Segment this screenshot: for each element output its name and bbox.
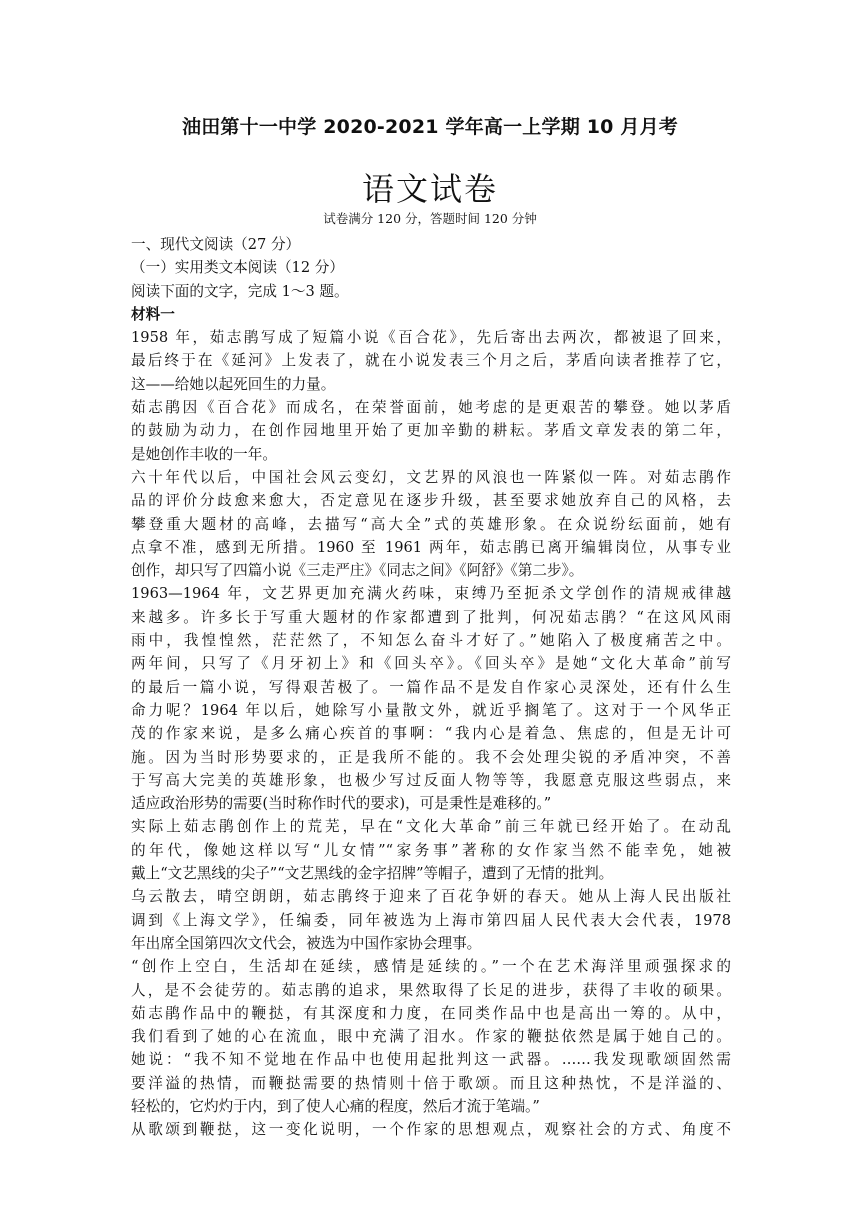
- passage-line: 适应政治形势的需要(当时称作时代的要求)，可是秉性是难移的。”: [131, 795, 552, 813]
- passage-line: 是她创作丰收的一年。: [131, 445, 277, 463]
- passage-line: 要洋溢的热情，而鞭挞需要的热情则十倍于歌颂。而且这种热忱，不是洋溢的、: [131, 1074, 731, 1092]
- passage-line: 最后终于在《延河》上发表了，就在小说发表三个月之后，茅盾向读者推荐了它，: [131, 352, 731, 370]
- passage-line: 1963—1964 年，文艺界更加充满火药味，束缚乃至扼杀文学创作的清规戒律越: [131, 585, 731, 603]
- passage-line: 这——给她以起死回生的力量。: [131, 375, 336, 393]
- passage-line: 两年间，只写了《月牙初上》和《回头卒》。《回头卒》是她“文化大革命”前写: [131, 655, 731, 673]
- paper-title: 语文试卷: [361, 170, 498, 208]
- passage-line: 创作，却只写了四篇小说《三走严庄》《同志之间》《阿舒》《第二步》。: [131, 562, 584, 580]
- material-label: 材料一: [131, 305, 175, 323]
- exam-body: [131, 233, 731, 1142]
- passage-line: 施。因为当时形势要求的，正是我所不能的。我不会处理尖锐的矛盾冲突，不善: [131, 748, 731, 766]
- passage-line: 人，是不会徒劳的。茹志鹃的追求，果然取得了长足的进步，获得了丰收的硕果。: [131, 981, 731, 999]
- section-heading: 一、现代文阅读（27 分）: [131, 236, 301, 253]
- passage-line: 的年代，像她这样以写“儿女情”“家务事”著称的女作家当然不能幸免，她被: [131, 841, 731, 859]
- subsection-heading: （一）实用类文本阅读（12 分）: [131, 259, 344, 277]
- passage-line: 戴上“文艺黑线的尖子”“文艺黑线的金字招牌”等帽子，遭到了无情的批判。: [131, 865, 614, 883]
- passage-line: 茹志鹃作品中的鞭挞，有其深度和力度，在同类作品中也是高出一筹的。从中，: [131, 1004, 731, 1022]
- passage-line: 于写高大完美的英雄形象，也极少写过反面人物等等，我愿意克服这些弱点，来: [131, 771, 731, 789]
- passage-line: 调到《上海文学》，任编委，同年被选为上海市第四届人民代表大会代表，1978: [131, 911, 731, 929]
- passage-line: 从歌颂到鞭挞，这一变化说明，一个作家的思想观点，观察社会的方式、角度不: [131, 1121, 731, 1139]
- passage-line: 茂的作家来说，是多么痛心疾首的事啊：“我内心是着急、焦虑的，但是无计可: [131, 725, 731, 743]
- passage-line: 1958 年，茹志鹃写成了短篇小说《百合花》，先后寄出去两次，都被退了回来，: [131, 329, 731, 347]
- passage-line: 我们看到了她的心在流血，眼中充满了泪水。作家的鞭挞依然是属于她自己的。: [131, 1028, 731, 1046]
- passage-line: 乌云散去，晴空朗朗，茹志鹃终于迎来了百花争妍的春天。她从上海人民出版社: [131, 888, 731, 906]
- passage-line: 攀登重大题材的高峰，去描写“高大全”式的英雄形象。在众说纷纭面前，她有: [131, 515, 731, 533]
- exam-info: 试卷满分 120 分，答题时间 120 分钟: [323, 211, 537, 226]
- passage-line: 点拿不准，感到无所措。1960 至 1961 两年，茹志鹃已离开编辑岗位，从事专业: [131, 538, 731, 556]
- passage-line: 轻松的，它灼灼于内，到了使人心痛的程度，然后才流于笔端。”: [131, 1097, 540, 1115]
- passage-line: “创作上空白，生活却在延续，感情是延续的。”一个在艺术海洋里顽强探求的: [131, 958, 731, 976]
- passage-line: 茹志鹃因《百合花》而成名，在荣誉面前，她考虑的是更艰苦的攀登。她以茅盾: [131, 399, 731, 417]
- passage-line: 她说：“我不知不觉地在作品中也使用起批判这一武器。……我发现歌颂固然需: [131, 1051, 731, 1069]
- school-title: 油田第十一中学 2020-2021 学年高一上学期 10 月月考: [182, 116, 678, 138]
- passage-line: 雨中，我惶惶然，茫茫然了，不知怎么奋斗才好了。”她陷入了极度痛苦之中。: [131, 632, 731, 650]
- passage-line: 来越多。许多长于写重大题材的作家都遭到了批判，何况茹志鹃？“在这风风雨: [131, 608, 731, 626]
- passage-line: 六十年代以后，中国社会风云变幻，文艺界的风浪也一阵紧似一阵。对茹志鹃作: [131, 468, 731, 486]
- passage-line: 品的评价分歧愈来愈大，否定意见在逐步升级，甚至要求她放弃自己的风格，去: [131, 492, 731, 510]
- passage-line: 年出席全国第四次文代会，被选为中国作家协会理事。: [131, 934, 482, 952]
- reading-instruction: 阅读下面的文字，完成 1～3 题。: [131, 282, 349, 300]
- passage-line: 实际上茹志鹃创作上的荒芜，早在“文化大革命”前三年就已经开始了。在动乱: [131, 818, 731, 836]
- passage: [131, 326, 731, 1141]
- passage-line: 的鼓励为动力，在创作园地里开始了更加辛勤的耕耘。茅盾文章发表的第二年，: [131, 422, 731, 440]
- passage-line: 的最后一篇小说，写得艰苦极了。一篇作品不是发自作家心灵深处，还有什么生: [131, 678, 731, 696]
- passage-line: 命力呢？1964 年以后，她除写小量散文外，就近乎搁笔了。这对于一个风华正: [131, 701, 731, 719]
